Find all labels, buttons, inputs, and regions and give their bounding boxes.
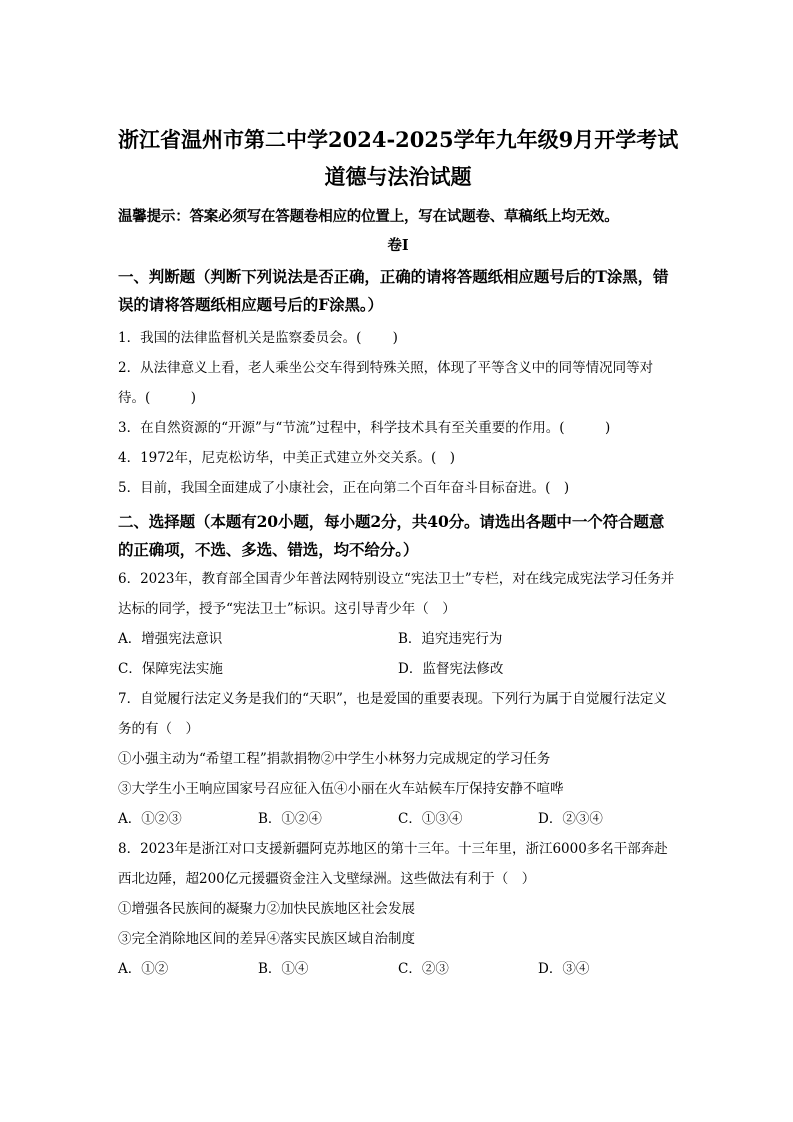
- question-3: 3．在自然资源的“开源”与“节流”过程中，科学技术具有至关重要的作用。( ): [118, 420, 611, 436]
- question-7-options: [118, 804, 678, 834]
- title-line-1: 浙江省温州市第二中学2024-2025学年九年级9月开学考试: [118, 127, 679, 152]
- volume-label: 卷I: [387, 237, 409, 254]
- option-b: B．追究违宪行为: [398, 631, 503, 647]
- question-8-options: [118, 954, 678, 984]
- option-a: A．①②③: [118, 811, 182, 827]
- section-choice-heading: 二、选择题（本题有20小题，每小题2分，共40分。请选出各题中一个符合题意的正确项，不选、多选、错选，均不给分。）: [118, 512, 665, 559]
- question-7-items-2: ③大学生小王响应国家号召应征入伍④小丽在火车站候车厅保持安静不喧哗: [118, 781, 564, 797]
- question-2: 2．从法律意义上看，老人乘坐公交车得到特殊关照，体现了平等含义中的同等情况同等对待。( ): [118, 360, 654, 406]
- question-7-items-1: ①小强主动为“希望工程”捐款捐物②中学生小林努力完成规定的学习任务: [118, 751, 551, 767]
- option-a: A．①②: [118, 961, 169, 977]
- question-6-options-row-2: [118, 654, 678, 684]
- option-d: D．监督宪法修改: [398, 661, 504, 677]
- option-d: D．②③④: [538, 811, 603, 827]
- option-d: D．③④: [538, 961, 590, 977]
- question-1: 1．我国的法律监督机关是监察委员会。( ): [118, 330, 398, 346]
- option-a: A．增强宪法意识: [118, 631, 223, 647]
- option-b: B．①②④: [258, 811, 322, 827]
- option-c: C．保障宪法实施: [118, 661, 223, 677]
- option-c: C．②③: [398, 961, 449, 977]
- option-c: C．①③④: [398, 811, 463, 827]
- question-7: 7．自觉履行法定义务是我们的“天职”，也是爱国的重要表现。下列行为属于自觉履行法定义务的有（ ）: [118, 691, 667, 737]
- question-6-options-row-1: [118, 624, 678, 654]
- question-6: 6．2023年，教育部全国青少年普法网特别设立“宪法卫士”专栏，对在线完成宪法学习任务并达标的同学，授予“宪法卫士”标识。这引导青少年（ ）: [118, 571, 675, 617]
- question-8: 8．2023年是浙江对口支援新疆阿克苏地区的第十三年。十三年里，浙江6000多名干部奔赴西北边陲，超200亿元援疆资金注入戈壁绿洲。这些做法有利于（ ）: [118, 841, 668, 887]
- title-line-2: 道德与法治试题: [324, 164, 472, 189]
- exam-content: [118, 122, 678, 984]
- section-true-false-heading: 一、判断题（判断下列说法是否正确，正确的请将答题纸相应题号后的T涂黑，错误的请将答题纸相应题号后的F涂黑。）: [118, 267, 669, 314]
- option-b: B．①④: [258, 961, 309, 977]
- question-8-items-2: ③完全消除地区间的差异④落实民族区域自治制度: [118, 931, 415, 947]
- notice-text: 温馨提示：答案必须写在答题卷相应的位置上，写在试题卷、草稿纸上均无效。: [118, 208, 619, 225]
- question-4: 4．1972年，尼克松访华，中美正式建立外交关系。( ): [118, 450, 455, 466]
- question-5: 5．目前，我国全面建成了小康社会，正在向第二个百年奋斗目标奋进。( ): [118, 480, 570, 496]
- question-8-items-1: ①增强各民族间的凝聚力②加快民族地区社会发展: [118, 901, 415, 917]
